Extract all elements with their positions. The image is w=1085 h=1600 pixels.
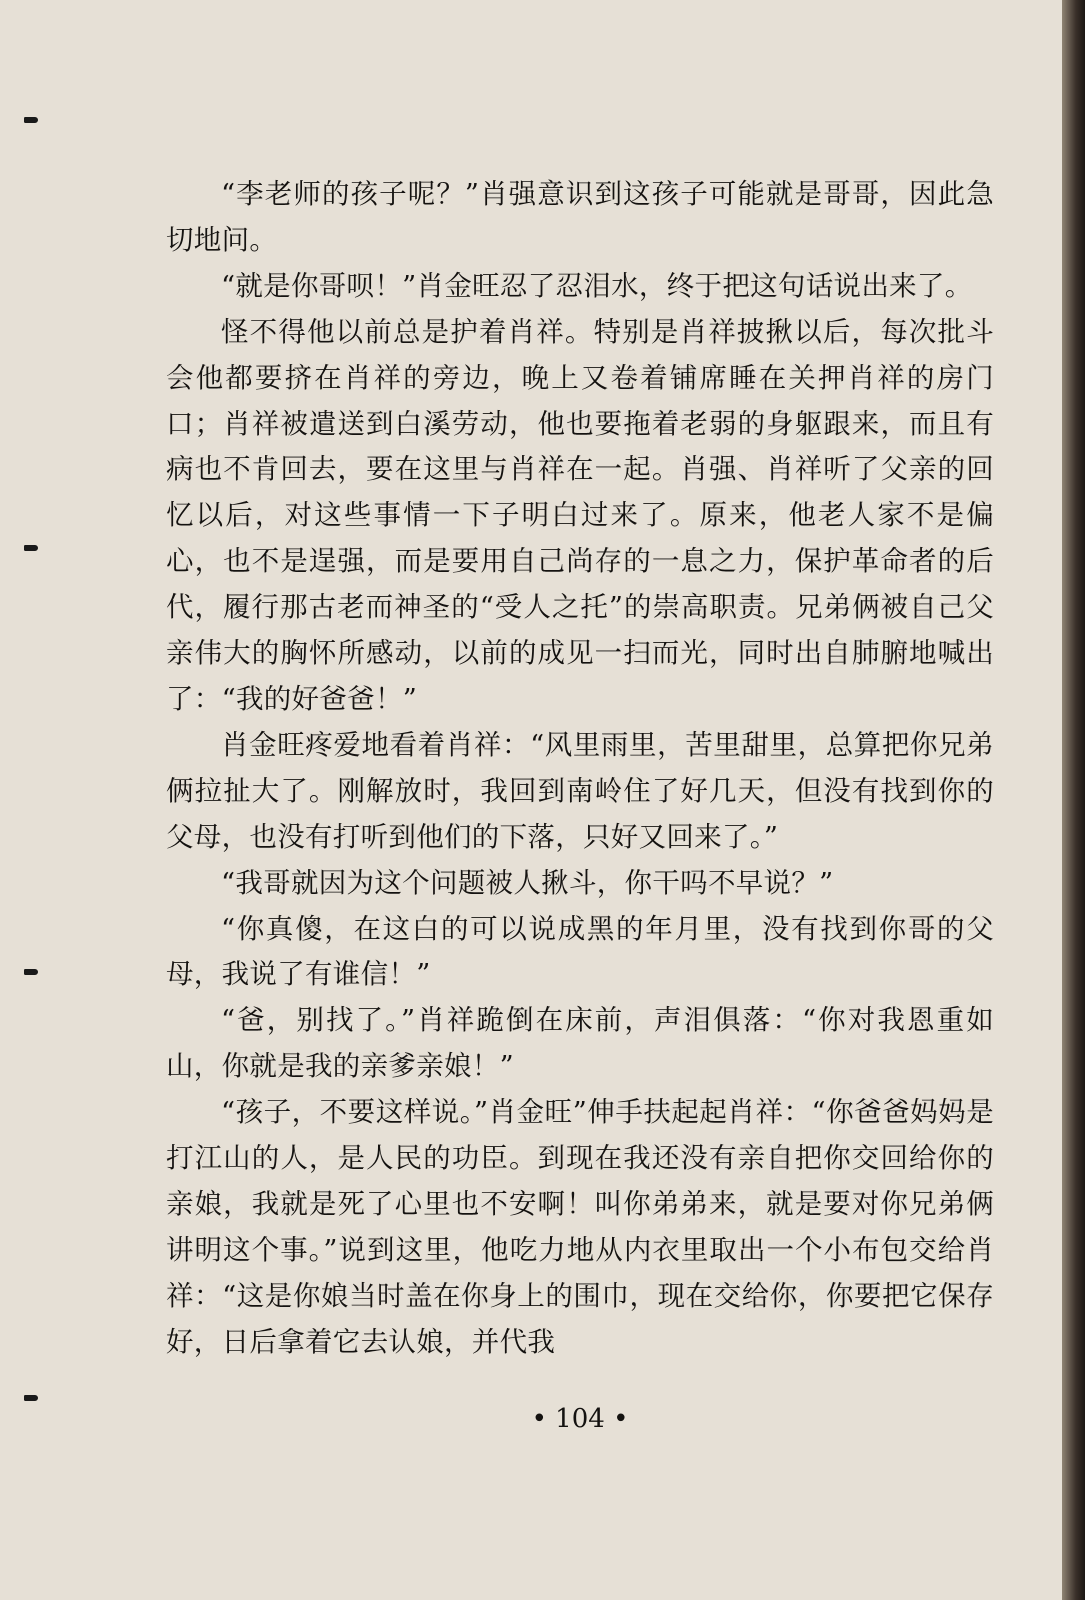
page-edge-shadow: [1062, 0, 1085, 1600]
paragraph: “你真傻，在这白的可以说成黑的年月里，没有找到你哥的父母，我说了有谁信！”: [166, 912, 994, 991]
binding-hole-mark: [24, 117, 38, 123]
paragraph: “就是你哥呗！”肖金旺忍了忍泪水，终于把这句话说出来了。: [221, 269, 973, 302]
binding-hole-mark: [24, 969, 38, 975]
paragraph: “孩子，不要这样说。”肖金旺”伸手扶起起肖祥：“你爸爸妈妈是打江山的人，是人民的功臣。到现在我还没有亲自把你交回给你的亲娘，我就是死了心里也不安啊！叫你弟弟来，就是要对你兄弟俩讲明这个事。”说到这里，他吃力地从内衣里取出一个小布包交给肖祥：“这是你娘当时盖在你身上的围巾，现在交给你，你要把它保存好，日后拿着它去认娘，并代我: [166, 1096, 994, 1358]
binding-hole-mark: [24, 1395, 38, 1401]
paragraph: “李老师的孩子呢？”肖强意识到这孩子可能就是哥哥，因此急切地问。: [166, 178, 994, 256]
paragraph: “我哥就因为这个问题被人揪斗，你干吗不早说？”: [221, 866, 834, 899]
binding-hole-mark: [24, 545, 38, 551]
page-number: • 104 •: [531, 1404, 629, 1434]
paragraph: 怪不得他以前总是护着肖祥。特别是肖祥披揪以后，每次批斗会他都要挤在肖祥的旁边，晚上又卷着铺席睡在关押肖祥的房门口；肖祥被遣送到白溪劳动，他也要拖着老弱的身躯跟来，而且有病也不肯回去，要在这里与肖祥在一起。肖强、肖祥听了父亲的回忆以后，对这些事情一下子明白过来了。原来，他老人家不是偏心，也不是逞强，而是要用自己尚存的一息之力，保护革命者的后代，履行那古老而神圣的“受人之托”的崇高职责。兄弟俩被自己父亲伟大的胸怀所感动，以前的成见一扫而光，同时出自肺腑地喊出了：“我的好爸爸！”: [166, 315, 994, 715]
body-text: [166, 172, 994, 1366]
paragraph: “爸，别找了。”肖祥跪倒在床前，声泪俱落：“你对我恩重如山，你就是我的亲爹亲娘！”: [166, 1004, 994, 1083]
paragraph: 肖金旺疼爱地看着肖祥：“风里雨里，苦里甜里，总算把你兄弟俩拉扯大了。刚解放时，我回到南岭住了好几天，但没有找到你的父母，也没有打听到他们的下落，只好又回来了。”: [166, 728, 994, 853]
